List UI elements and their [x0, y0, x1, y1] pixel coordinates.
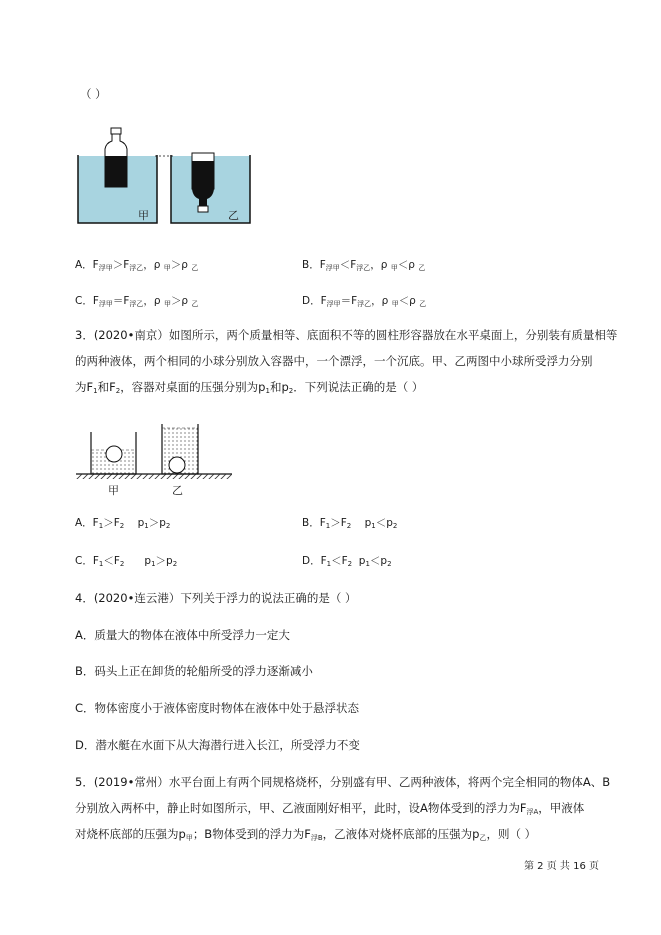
q3-option-a: A．$F_1>F_2$ $p_1>p_2$ — [75, 517, 171, 530]
q2-option-c: C．$F_{浮甲}=F_{浮乙}$，ρ $_甲$＞ρ $_乙$ — [75, 295, 199, 308]
q3-stem-line2: 的两种液体，两个相同的小球分别放入容器中，一个漂浮，一个沉底。甲、乙两图中小球所受浮力分别 — [75, 354, 593, 368]
q2-option-b: B．$F_{浮甲}<F_{浮乙}$，ρ $_甲$＜ρ $_乙$ — [302, 259, 426, 272]
q3-right-ball — [169, 457, 185, 473]
q4-option-c: C．物体密度小于液体密度时物体在液体中处于悬浮状态 — [75, 701, 360, 715]
q4-option-b: B．码头上正在卸货的轮船所受的浮力逐渐减小 — [75, 664, 313, 678]
q4-stem: 4．(2020•连云港）下列关于浮力的说法正确的是（ ） — [75, 591, 357, 605]
q3-option-b: B．$F_1>F_2$ $p_1<p_2$ — [302, 517, 398, 530]
q3-figure — [76, 420, 236, 500]
page-footer: 第 2 页 共 16 页 — [524, 861, 599, 872]
q2-stem-tail: （ ） — [80, 87, 107, 101]
q5-stem-line1: 5．(2019•常州）水平台面上有两个同规格烧杯，分别盛有甲、乙两种液体，将两个完全相同的物体A、B — [75, 775, 611, 789]
q3-stem-line3: 为$F_1$和$F_2$，容器对桌面的压强分别为$p_1$和$p_2$．下列说法正确的是（ ） — [75, 380, 424, 395]
q5-stem-line3: 对烧杯底部的压强为$p_甲$；B物体受到的浮力为$F_{浮B}$，乙液体对烧杯底部的压强为$p_乙$，则（ ） — [75, 827, 537, 842]
q4-option-a: A．质量大的物体在液体中所受浮力一定大 — [75, 628, 290, 642]
q2-figure — [75, 125, 255, 225]
q4-option-d: D．潜水艇在水面下从大海潜行进入长江，所受浮力不变 — [75, 738, 360, 752]
q3-table-hatch — [76, 474, 232, 479]
q3-option-c: C．$F_1<F_2$ $p_1>p_2$ — [75, 555, 178, 568]
q3-left-ball — [106, 446, 122, 462]
q2-label-left: 甲 — [138, 209, 149, 222]
q2-option-a: A．$F_{浮甲}>F_{浮乙}$，ρ $_甲$＞ρ $_乙$ — [75, 259, 199, 272]
q3-stem-line1: 3．(2020•南京）如图所示，两个质量相等、底面积不等的圆柱形容器放在水平桌面上，分别装有质量相等 — [75, 328, 618, 342]
q5-stem-line2: 分别放入两杯中，静止时如图所示，甲、乙液面刚好相平，此时，设A物体受到的浮力为$F_{浮A}$，甲液体 — [75, 801, 585, 816]
q3-label-right: 乙 — [172, 484, 183, 497]
q2-label-right: 乙 — [228, 209, 239, 222]
q2-option-d: D．$F_{浮甲}=F_{浮乙}$，ρ $_甲$＜ρ $_乙$ — [302, 295, 427, 308]
q3-option-d: D．$F_1<F_2$ $p_1<p_2$ — [302, 555, 392, 568]
q3-label-left: 甲 — [108, 484, 119, 497]
q2-left-bottle — [105, 128, 127, 187]
